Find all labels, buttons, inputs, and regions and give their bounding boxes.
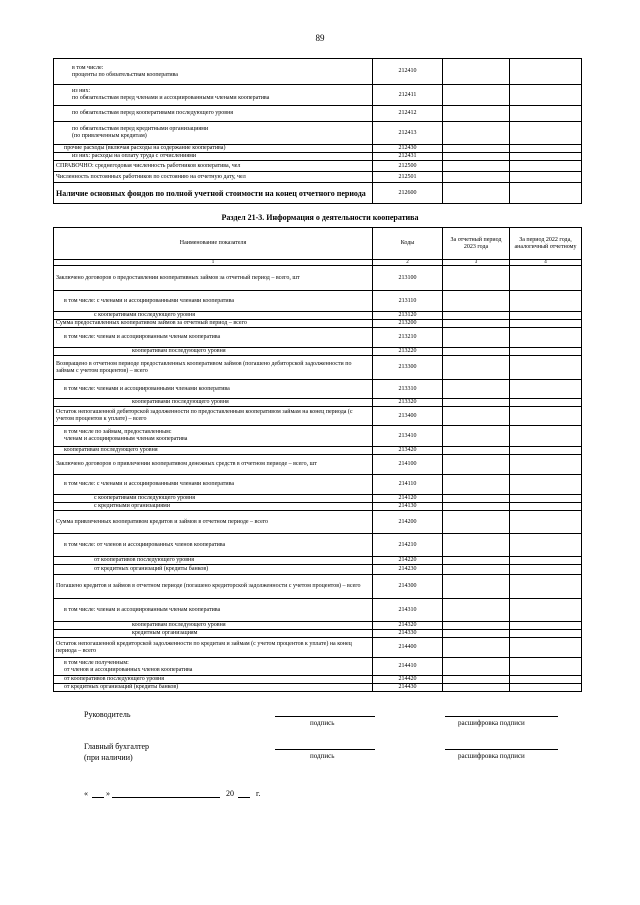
row-code: 213320 (373, 399, 443, 407)
row-code: 214100 (373, 455, 443, 475)
row-code: 212430 (373, 145, 443, 153)
value-previous-cell[interactable] (510, 455, 582, 475)
table-row (54, 320, 582, 328)
value-previous-cell[interactable] (510, 85, 582, 106)
row-label: с кредитными организациями (54, 503, 373, 511)
value-current-cell[interactable] (443, 153, 510, 161)
row-code: 213420 (373, 447, 443, 455)
value-current-cell[interactable] (443, 575, 510, 599)
value-previous-cell[interactable] (510, 565, 582, 575)
row-code: 214420 (373, 676, 443, 684)
value-previous-cell[interactable] (510, 534, 582, 557)
value-previous-cell[interactable] (510, 266, 582, 291)
row-code: 213110 (373, 291, 443, 312)
row-label: из них: по обязательствам перед членами и ассоциированными членами кооператива (54, 85, 373, 106)
row-code: 213120 (373, 312, 443, 320)
value-current-cell[interactable] (443, 557, 510, 565)
value-current-cell[interactable] (443, 511, 510, 534)
row-label: в том числе: с членами и ассоциированными членами кооператива (54, 291, 373, 312)
table-row (54, 557, 582, 565)
value-previous-cell[interactable] (510, 676, 582, 684)
table-row (54, 312, 582, 320)
row-label: Сумма привлеченных кооперативом кредитов и займов в отчетном периоде – всего (54, 511, 373, 534)
row-label: Сумма предоставленных кооперативом займов за отчетный период – всего (54, 320, 373, 328)
header-previous: За период 2022 года, аналогичный отчетному (510, 228, 582, 260)
row-code: 213220 (373, 348, 443, 356)
row-code: 214300 (373, 575, 443, 599)
row-code: 214410 (373, 658, 443, 676)
table-row (54, 380, 582, 399)
table-row (54, 622, 582, 630)
row-code: 214200 (373, 511, 443, 534)
row-label: кооперативам последующего уровня (54, 447, 373, 455)
row-label: кооперативам последующего уровня (54, 348, 373, 356)
table-row (54, 153, 582, 161)
value-previous-cell[interactable] (510, 575, 582, 599)
value-current-cell[interactable] (443, 638, 510, 658)
value-current-cell[interactable] (443, 658, 510, 676)
row-label: в том числе: членам и ассоциированным членам кооператива (54, 599, 373, 622)
value-previous-cell[interactable] (510, 503, 582, 511)
value-current-cell[interactable] (443, 630, 510, 638)
row-code: 213100 (373, 266, 443, 291)
value-current-cell[interactable] (443, 122, 510, 145)
head-rasshifrovka-caption: расшифровка подписи (458, 719, 525, 727)
value-previous-cell[interactable] (510, 122, 582, 145)
col-number: 4 (510, 260, 582, 266)
table-row (54, 503, 582, 511)
value-previous-cell[interactable] (510, 106, 582, 122)
row-code: 214400 (373, 638, 443, 658)
value-previous-cell[interactable] (510, 145, 582, 153)
row-label: в том числе полученным: от членов и ассоциированных членов кооператива (54, 658, 373, 676)
row-label: Наличие основных фондов по полной учетной стоимости на конец отчетного периода (54, 183, 373, 204)
row-label: прочие расходы (включая расходы на содержание кооператива) (54, 145, 373, 153)
row-label: от кооперативов последующего уровня (54, 557, 373, 565)
head-label: Руководитель (84, 710, 131, 719)
table-row (54, 475, 582, 495)
value-previous-cell[interactable] (510, 447, 582, 455)
table-row (54, 399, 582, 407)
col-number: 1 (54, 260, 373, 266)
table-row (54, 638, 582, 658)
table-row (54, 658, 582, 676)
chief-accountant-label: Главный бухгалтер (84, 742, 149, 751)
value-current-cell[interactable] (443, 447, 510, 455)
row-label: от кредитных организаций (кредиты банков) (54, 565, 373, 575)
value-current-cell[interactable] (443, 106, 510, 122)
col-number: 2 (373, 260, 443, 266)
value-current-cell[interactable] (443, 676, 510, 684)
row-label: кооперативам последующего уровня (54, 622, 373, 630)
row-label: от кредитных организаций (кредиты банков) (54, 684, 373, 692)
header-name: Наименование показателя (54, 228, 373, 260)
value-previous-cell[interactable] (510, 511, 582, 534)
row-label: кредитным организациям (54, 630, 373, 638)
table-cooperative-activity (53, 227, 582, 692)
value-previous-cell[interactable] (510, 658, 582, 676)
row-code: 214230 (373, 565, 443, 575)
row-label: в том числе: членам и ассоциированным членам кооператива (54, 328, 373, 348)
row-label: Остаток непогашенной кредиторской задолженности по кредитам и займам (с учетом процентов к уплате) на конец периода – всего (54, 638, 373, 658)
table-row (54, 684, 582, 692)
table-row (54, 575, 582, 599)
value-previous-cell[interactable] (510, 638, 582, 658)
value-previous-cell[interactable] (510, 172, 582, 183)
head-name-line (445, 716, 558, 717)
value-previous-cell[interactable] (510, 328, 582, 348)
value-current-cell[interactable] (443, 380, 510, 399)
row-code: 213200 (373, 320, 443, 328)
row-code: 212600 (373, 183, 443, 204)
row-code: 214430 (373, 684, 443, 692)
date-year-line (238, 797, 250, 798)
accountant-podpis-caption: подпись (310, 752, 335, 760)
value-previous-cell[interactable] (510, 426, 582, 447)
table-row (54, 426, 582, 447)
value-previous-cell[interactable] (510, 630, 582, 638)
value-previous-cell[interactable] (510, 183, 582, 204)
value-current-cell[interactable] (443, 85, 510, 106)
row-code: 214320 (373, 622, 443, 630)
value-previous-cell[interactable] (510, 356, 582, 380)
table-row (54, 495, 582, 503)
table-row (54, 356, 582, 380)
row-label: по обязательствам перед кредитными организациями (по привлеченным кредитам) (54, 122, 373, 145)
row-code: 213210 (373, 328, 443, 348)
value-previous-cell[interactable] (510, 475, 582, 495)
table-row (54, 565, 582, 575)
date-year-prefix: 20 (226, 789, 234, 798)
row-label: в том числе: проценты по обязательствам кооператива (54, 59, 373, 85)
value-previous-cell[interactable] (510, 320, 582, 328)
row-code: 214110 (373, 475, 443, 495)
row-label: СПРАВОЧНО: среднегодовая численность работников кооператива, чел (54, 161, 373, 172)
value-previous-cell[interactable] (510, 399, 582, 407)
row-code: 213400 (373, 407, 443, 426)
row-label: Численность постоянных работников по состоянию на отчетную дату, чел (54, 172, 373, 183)
table-row (54, 511, 582, 534)
row-label: Остаток непогашенной дебиторской задолженности по предоставленным кооперативом займам на конец периода (с учетом процентов к уплате) – всего (54, 407, 373, 426)
col-number: 3 (443, 260, 510, 266)
value-current-cell[interactable] (443, 266, 510, 291)
value-previous-cell[interactable] (510, 59, 582, 85)
row-label: в том числе: с членами и ассоциированными членами кооператива (54, 475, 373, 495)
row-label: из них: расходы на оплату труда с отчислениями (54, 153, 373, 161)
row-code: 213310 (373, 380, 443, 399)
row-code: 212431 (373, 153, 443, 161)
row-code: 212410 (373, 59, 443, 85)
row-label: Возвращено в отчетном периоде предоставленных кооперативом займов (погашено дебиторской задолженности по займам с учетом процентов) – всего (54, 356, 373, 380)
value-current-cell[interactable] (443, 565, 510, 575)
value-current-cell[interactable] (443, 59, 510, 85)
row-label: Погашено кредитов и займов в отчетном периоде (погашено кредиторской задолженности с учетом процентов) – всего (54, 575, 373, 599)
row-label: в том числе: членами и ассоциированными членами кооператива (54, 380, 373, 399)
row-label: от кооперативов последующего уровня (54, 676, 373, 684)
value-current-cell[interactable] (443, 495, 510, 503)
table-row (54, 676, 582, 684)
row-code: 214130 (373, 503, 443, 511)
accountant-signature-line (275, 749, 375, 750)
accountant-name-line (445, 749, 558, 750)
accountant-rasshifrovka-caption: расшифровка подписи (458, 752, 525, 760)
table-row (54, 266, 582, 291)
table-row (54, 291, 582, 312)
value-current-cell[interactable] (443, 622, 510, 630)
table-row (54, 172, 582, 183)
table-row (54, 59, 582, 85)
value-previous-cell[interactable] (510, 380, 582, 399)
value-previous-cell[interactable] (510, 622, 582, 630)
table-row (54, 106, 582, 122)
row-label: Заключено договоров о предоставлении кооперативных займов за отчетный период – всего, шт (54, 266, 373, 291)
head-signature-line (275, 716, 375, 717)
value-previous-cell[interactable] (510, 153, 582, 161)
table-row (54, 630, 582, 638)
row-code: 212411 (373, 85, 443, 106)
value-current-cell[interactable] (443, 328, 510, 348)
row-code: 212412 (373, 106, 443, 122)
table-row (54, 599, 582, 622)
row-label: с кооперативами последующего уровня (54, 495, 373, 503)
row-label: в том числе: от членов и ассоциированных членов кооператива (54, 534, 373, 557)
value-current-cell[interactable] (443, 312, 510, 320)
table-row (54, 328, 582, 348)
table-row (54, 161, 582, 172)
row-code: 214310 (373, 599, 443, 622)
value-current-cell[interactable] (443, 183, 510, 204)
value-previous-cell[interactable] (510, 161, 582, 172)
value-previous-cell[interactable] (510, 312, 582, 320)
table-row (54, 85, 582, 106)
date-year-suffix: г. (256, 789, 261, 798)
value-current-cell[interactable] (443, 599, 510, 622)
value-current-cell[interactable] (443, 407, 510, 426)
table-row (54, 183, 582, 204)
value-current-cell[interactable] (443, 320, 510, 328)
table-operating-expenses (53, 58, 582, 204)
value-previous-cell[interactable] (510, 599, 582, 622)
table-row (54, 447, 582, 455)
value-previous-cell[interactable] (510, 684, 582, 692)
table-row (54, 534, 582, 557)
table-row (54, 145, 582, 153)
date-month-line (112, 797, 220, 798)
row-label: Заключено договоров о привлечении кооперативом денежных средств в отчетном периоде – всего, шт (54, 455, 373, 475)
section-title: Раздел 21-3. Информация о деятельности кооператива (221, 213, 419, 222)
header-code: Коды (373, 228, 443, 260)
table-row (54, 407, 582, 426)
date-close-quote: » (106, 789, 110, 798)
value-current-cell[interactable] (443, 426, 510, 447)
value-previous-cell[interactable] (510, 557, 582, 565)
value-current-cell[interactable] (443, 161, 510, 172)
row-label: в том числе по займам, предоставленным: членам и ассоциированным членам кооператива (54, 426, 373, 447)
row-code: 213410 (373, 426, 443, 447)
value-current-cell[interactable] (443, 475, 510, 495)
value-previous-cell[interactable] (510, 348, 582, 356)
date-day-line (92, 797, 104, 798)
value-previous-cell[interactable] (510, 291, 582, 312)
table-row (54, 455, 582, 475)
row-code: 212501 (373, 172, 443, 183)
row-code: 214120 (373, 495, 443, 503)
value-current-cell[interactable] (443, 172, 510, 183)
value-previous-cell[interactable] (510, 407, 582, 426)
value-current-cell[interactable] (443, 145, 510, 153)
value-current-cell[interactable] (443, 348, 510, 356)
value-current-cell[interactable] (443, 291, 510, 312)
row-label: с кооперативами последующего уровня (54, 312, 373, 320)
value-current-cell[interactable] (443, 455, 510, 475)
row-code: 213300 (373, 356, 443, 380)
value-current-cell[interactable] (443, 684, 510, 692)
row-code: 214330 (373, 630, 443, 638)
table-row (54, 348, 582, 356)
page-number: 89 (315, 33, 325, 43)
row-code: 212500 (373, 161, 443, 172)
head-podpis-caption: подпись (310, 719, 335, 727)
date-open-quote: « (84, 789, 88, 798)
value-current-cell[interactable] (443, 399, 510, 407)
value-current-cell[interactable] (443, 356, 510, 380)
row-label: кооперативами последующего уровня (54, 399, 373, 407)
table-row (54, 122, 582, 145)
row-code: 214220 (373, 557, 443, 565)
row-code: 214210 (373, 534, 443, 557)
value-current-cell[interactable] (443, 503, 510, 511)
row-code: 212413 (373, 122, 443, 145)
row-label: по обязательствам перед кооперативами последующего уровня (54, 106, 373, 122)
chief-accountant-note: (при наличии) (84, 753, 133, 762)
value-previous-cell[interactable] (510, 495, 582, 503)
header-current: За отчетный период 2023 года (443, 228, 510, 260)
value-current-cell[interactable] (443, 534, 510, 557)
